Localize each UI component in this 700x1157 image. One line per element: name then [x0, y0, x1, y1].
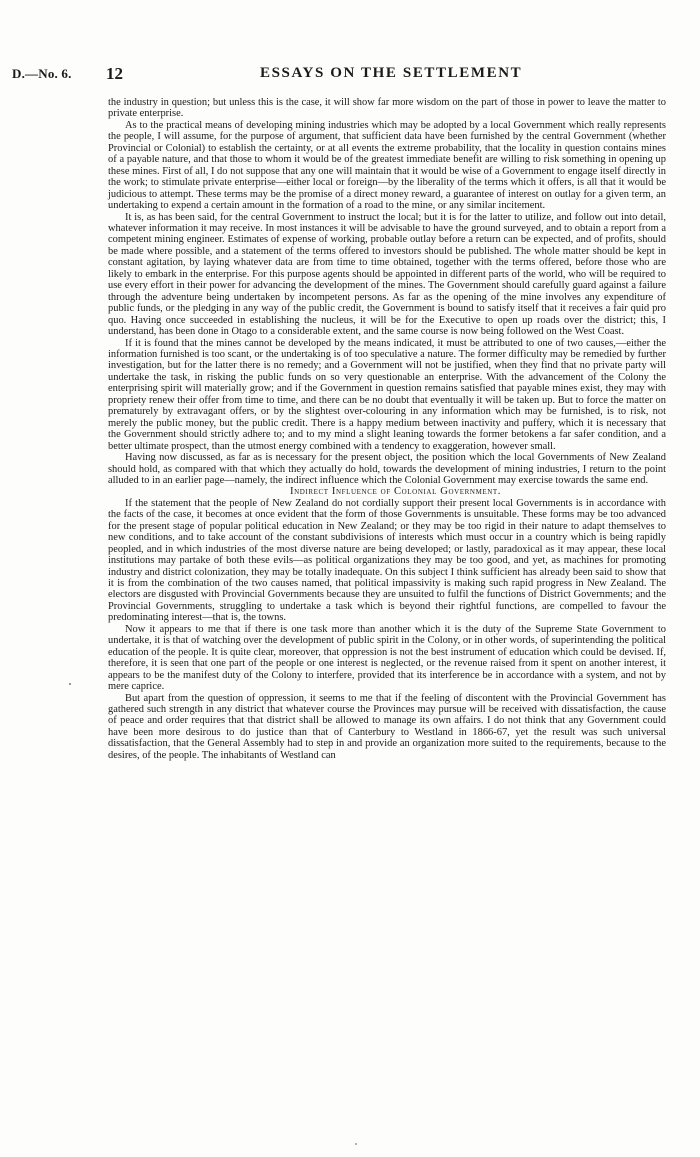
document-reference: D.—No. 6. — [12, 66, 72, 81]
paragraph: If the statement that the people of New Zealand do not cordially support their present local Governments is in accordance with the facts of the case, it becomes at once evident that the form of those Governments is unsuitable. These forms may be too advanced for the present stage of popular political education in New Zealand; or they may be too rigid in their nature to adapt themselves to new conditions, and to take account of the constant subdivisions of interests which must occur in a country which is being rapidly peopled, and in which industries of the most diverse nature are being developed; or lastly, paradoxical as it may appear, these local institutions may partake of both these evils—as political organizations they may be too good, and yet, as machines for promoting industry and district colonization, they may be totally inadequate. On this subject I think sufficient has already been said to show that it is from the combination of the two causes named, that political impassivity is making such rapid progress in New Zealand. The electors are disgusted with Provincial Governments because they are unsuited to fulfil the functions of District Governments; and the Provincial Governments, struggling to undertake a task which is beyond their rightful functions, are compelled to favour the predominating interest—that is, the towns. — [108, 497, 666, 624]
paragraph: the industry in question; but unless this is the case, it will show far more wisdom on the part of those in power to leave the matter to private enterprise. — [108, 97, 666, 120]
page-number: 12 — [106, 64, 123, 83]
paragraph: It is, as has been said, for the central Government to instruct the local; but it is for the latter to utilize, and follow out into detail, whatever information it may receive. In most instances it will be advisable to have the ground surveyed, and to obtain a report from a competent mining engineer. Estimates of expense of working, probable outlay before a return can be expected, and of profits, should be made where possible, and a statement of the terms offered to investors should be published. The whole matter should be kept in constant agitation, by laying whatever data are from time to time obtained, together with the terms offered, before those who are likely to embark in the enterprise. For this purpose agents should be appointed in different parts of the world, who will be required to use every effort in their power for advancing the development of the mines. The Government should carefully guard against a failure through the adventure being undertaken by incompetent persons. As far as the opening of the mine involves any expenditure of public funds, or the pledging in any way of the public credit, the Government is bound to satisfy itself that it receives a fair quid pro quo. Having once succeeded in establishing the nucleus, it will be for the Executive to open up roads over the district; this, I understand, has been done in Otago to a considerable extent, and the same course is now being followed on the West Coast. — [108, 211, 666, 338]
paragraph: But apart from the question of oppression, it seems to me that if the feeling of discontent with the Provincial Government has gathered such strength in any district that whatever course the Provinces may pursue will be received with dissatisfaction, the cause of peace and order requires that that district shall be allowed to manage its own affairs. I do not think that any Government could have been more desirous to do justice than that of Canterbury to Westland in 1866-67, yet the result was such universal dissatisfaction, that the General Assembly had to step in and provide an organization more suited to the requirements, because to the desires, of the people. The inhabitants of Westland can — [108, 692, 666, 761]
margin-speck — [69, 683, 71, 685]
page-header — [0, 64, 700, 88]
paragraph: As to the practical means of developing mining industries which may be adopted by a local Government which really represents the people, I will assume, for the purpose of argument, that sufficient data have been furnished by the central Government (whether Provincial or Colonial) to establish the certainty, or at all events the extreme probability, that the locality in question contains mines of a payable nature, and that those to whom it would be of the greatest immediate benefit are willing to risk something in opening up these mines. First of all, I do not suppose that any one will maintain that it would be wise of a Government to engage itself directly in the work; to stimulate private enterprise—either local or foreign—by the liberality of the terms which it offers, is all that it would be judicious to attempt. These terms may be the promise of a direct money reward, a guarantee of interest on outlay for a given term, an undertaking to expend a certain amount in the formation of a road to the mine, or any similar incitement. — [108, 119, 666, 212]
running-title: ESSAYS ON THE SETTLEMENT — [260, 65, 523, 81]
paragraph: Now it appears to me that if there is one task more than another which it is the duty of the Supreme State Government to undertake, it is that of watching over the development of public spirit in the Colony, or in other words, of superintending the political education of the people. It is quite clear, moreover, that oppression is not the best instrument of education which could be devised. If, therefore, it is seen that one part of the people or one interest is neglected, or the revenue raised from it spent on another interest, it appears to be the manifest duty of the Colony to interfere, provided that its interference be in accordance with a system, and not by mere caprice. — [108, 623, 666, 693]
paragraph: If it is found that the mines cannot be developed by the means indicated, it must be attributed to one of two causes,—either the information furnished is too scant, or the undertaking is of too speculative a nature. The former difficulty may be remedied by further investigation, but for the latter there is no remedy; and a Government will not be justified, when they find that no private party will undertake the task, in risking the public funds on so very questionable an enterprise. With the advancement of the Colony the enterprising spirit will materially grow; and if the Government in question remains satisfied that payable mines exist, they may with propriety renew their offer from time to time, and there can be no doubt that eventually it will be taken up. But to force the matter on prematurely by extravagant offers, or by the slightest over-colouring in any information which may be furnished, is to risk, not merely the public money, but the public credit. There is a happy medium between inactivity and puffery, which it is necessary that the Government should strictly adhere to; and to my mind a slight leaning towards the former betokens a far safer condition, and a better ultimate prospect, than the utmost energy combined with a tendency to exaggeration, however small. — [108, 337, 666, 452]
paragraph: Having now discussed, as far as is necessary for the present object, the position which the local Governments of New Zealand should hold, as compared with that which they actually do hold, towards the development of mining industries, I return to the point alluded to in an earlier page—namely, the indirect influence which the Colonial Government may exercise towards the same end. — [108, 452, 666, 486]
section-heading: Indirect Influence of Colonial Government. — [289, 486, 502, 498]
body-text — [108, 97, 666, 761]
footer-speck — [355, 1143, 357, 1145]
